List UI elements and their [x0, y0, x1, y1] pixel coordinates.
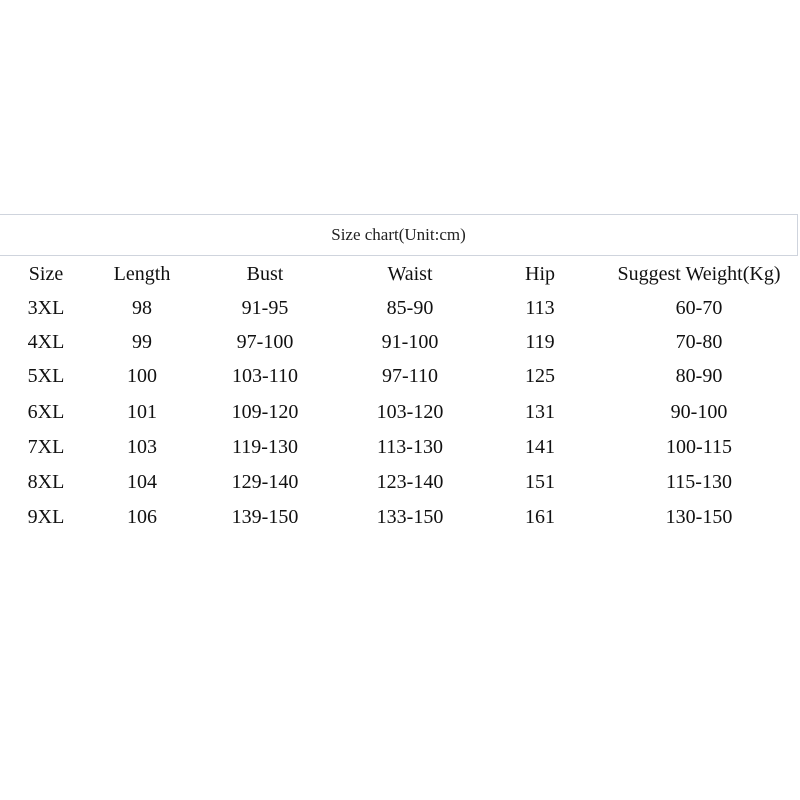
table-row [0, 432, 800, 462]
column-header-size: Size [28, 263, 64, 285]
cell-waist: 85-90 [386, 297, 434, 319]
cell-hip: 141 [525, 436, 555, 458]
cell-length: 104 [127, 471, 157, 493]
table-row [0, 502, 800, 532]
cell-size: 3XL [27, 297, 65, 319]
cell-length: 100 [127, 365, 157, 387]
cell-length: 103 [127, 436, 157, 458]
cell-bust: 103-110 [232, 365, 298, 387]
cell-hip: 161 [525, 506, 555, 528]
cell-waist: 97-110 [382, 365, 438, 387]
cell-waist: 91-100 [381, 331, 439, 353]
cell-bust: 129-140 [231, 471, 299, 493]
cell-hip: 125 [525, 365, 555, 387]
cell-length: 98 [132, 297, 152, 319]
cell-suggest-weight: 115-130 [666, 471, 732, 493]
cell-suggest-weight: 90-100 [670, 401, 728, 423]
cell-size: 9XL [27, 506, 65, 528]
table-header-row [0, 259, 800, 289]
cell-hip: 113 [525, 297, 555, 319]
cell-size: 4XL [27, 331, 65, 353]
cell-suggest-weight: 130-150 [665, 506, 733, 528]
cell-suggest-weight: 80-90 [675, 365, 723, 387]
table-row [0, 293, 800, 323]
cell-length: 106 [127, 506, 157, 528]
cell-bust: 91-95 [241, 297, 289, 319]
cell-size: 8XL [27, 471, 65, 493]
cell-bust: 139-150 [231, 506, 299, 528]
column-header-hip: Hip [525, 263, 555, 285]
cell-size: 7XL [27, 436, 65, 458]
cell-length: 99 [132, 331, 152, 353]
cell-length: 101 [127, 401, 157, 423]
cell-waist: 133-150 [376, 506, 444, 528]
cell-size: 5XL [27, 365, 65, 387]
cell-bust: 97-100 [236, 331, 294, 353]
cell-bust: 109-120 [231, 401, 299, 423]
table-row [0, 361, 800, 391]
cell-hip: 131 [525, 401, 555, 423]
column-header-suggest-weight: Suggest Weight(Kg) [617, 263, 781, 285]
table-row [0, 327, 800, 357]
cell-size: 6XL [27, 401, 65, 423]
column-header-waist: Waist [387, 263, 433, 285]
cell-suggest-weight: 70-80 [675, 331, 723, 353]
column-header-bust: Bust [246, 263, 284, 285]
cell-hip: 151 [525, 471, 555, 493]
cell-hip: 119 [525, 331, 555, 353]
column-header-length: Length [113, 263, 171, 285]
table-row [0, 467, 800, 497]
table-row [0, 397, 800, 427]
size-chart-title: Size chart(Unit:cm) [0, 214, 798, 256]
cell-suggest-weight: 100-115 [666, 436, 732, 458]
cell-waist: 103-120 [376, 401, 444, 423]
cell-suggest-weight: 60-70 [675, 297, 723, 319]
cell-bust: 119-130 [232, 436, 298, 458]
cell-waist: 123-140 [376, 471, 444, 493]
cell-waist: 113-130 [377, 436, 443, 458]
